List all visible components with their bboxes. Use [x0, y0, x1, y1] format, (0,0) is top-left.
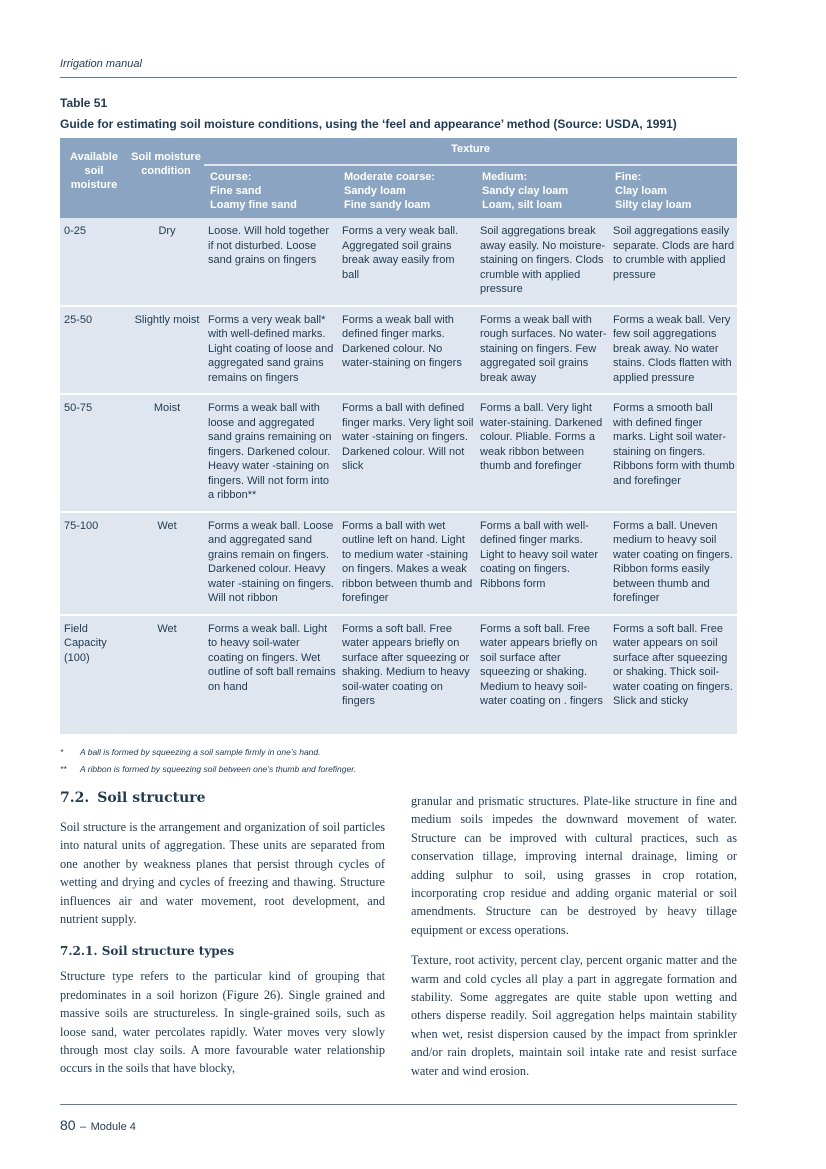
cell-moderate: Forms a ball with wet outline left on hand. Light to medium water -staining on fingers. Makes a weak ribbon between thumb and forefinger [338, 512, 476, 615]
module-label: Module 4 [90, 1121, 136, 1133]
cell-available: 0-25 [64, 225, 87, 237]
cell-available: 25-50 [60, 306, 128, 395]
cell-moderate: Forms a soft ball. Free water appears briefly on surface after squeezing or shaking. Medium to heavy soil-water coating on fingers [338, 615, 476, 717]
cell-medium: Forms a soft ball. Free water appears briefly on soil surface after squeezing or shaking. Medium to heavy soil-water coating on . fingers [476, 615, 609, 717]
footer-rule [60, 1104, 737, 1105]
cell-coarse: Forms a weak ball. Light to heavy soil-water coating on fingers. Wet outline of soft ball remains on hand [204, 615, 338, 717]
header-texture-coarse: Course: Fine sand Loamy fine sand [204, 165, 338, 218]
footnote-ribbon: ** A ribbon is formed by squeezing soil between one’s thumb and forefinger. [60, 764, 357, 774]
footer-separator: – [80, 1121, 87, 1133]
cell-condition: Wet [128, 512, 204, 615]
paragraph-structure-continued: granular and prismatic structures. Plate-like structure in fine and medium soils impedes the downward movement of water. Structure can be improved with cultural practices, such as conservation tillage, improving internal drainage, liming or adding sulphur to soil, using grasses in crop rotation, incorporating crop residue and adding organic material or soil amendments. Structure can be destroyed by heavy tillage equipment or excess operations. [411, 794, 737, 937]
cell-condition: Slightly moist [128, 306, 204, 395]
table-row [60, 306, 737, 395]
right-column [411, 792, 737, 1092]
cell-medium: Forms a ball with well-defined finger marks. Light to heavy soil water coating on fingers. Ribbons form [476, 512, 609, 615]
page-footer [60, 1117, 136, 1135]
header-texture-medium: Medium: Sandy clay loam Loam, silt loam [476, 165, 609, 218]
header-texture: Texture [204, 138, 737, 165]
left-column [60, 790, 385, 1090]
footnote-ball: * A ball is formed by squeezing a soil sample firmly in one’s hand. [60, 747, 321, 757]
cell-coarse: Forms a weak ball. Loose and aggregated sand grains remain on fingers. Darkened colour. Heavy water -staining on fingers. Will not ribbon [204, 512, 338, 615]
cell-coarse: Forms a weak ball with loose and aggregated sand grains remaining on fingers. Darkened colour. Heavy water -staining on fingers. Will not form into a ribbon** [204, 394, 338, 512]
cell-fine: Forms a smooth ball with defined finger marks. Light soil water-staining on fingers. Ribbons form with thumb and forefinger [609, 394, 737, 512]
cell-moderate: Forms a very weak ball. Aggregated soil grains break away easily from ball [342, 225, 459, 281]
cell-moderate: Forms a ball with defined finger marks. Very light soil water -staining on fingers. Darkened colour. Will not slick [338, 394, 476, 512]
header-texture-fine: Fine: Clay loam Silty clay loam [609, 165, 737, 218]
cell-condition: Dry [158, 225, 176, 237]
cell-coarse: Loose. Will hold together if not disturbed. Loose sand grains on fingers [208, 225, 330, 266]
cell-fine: Forms a ball. Uneven medium to heavy soil water coating on fingers. Ribbon forms easily between thumb and forefinger [609, 512, 737, 615]
header-available-moisture: Available soil moisture [60, 138, 128, 218]
cell-condition: Moist [128, 394, 204, 512]
cell-available: 50-75 [60, 394, 128, 512]
cell-condition: Wet [128, 615, 204, 717]
page-number: 80 [60, 1117, 76, 1133]
cell-medium: Soil aggregations break away easily. No moisture-staining on fingers. Clods crumble with applied pressure [480, 225, 606, 295]
table-row [60, 394, 737, 512]
header-rule [60, 77, 737, 78]
cell-available: Field Capacity (100) [60, 615, 128, 717]
cell-fine: Forms a weak ball. Very few soil aggregations break away. No water stains. Clods flatten with applied pressure [609, 306, 737, 395]
soil-moisture-table [60, 138, 737, 734]
paragraph-aggregation: Texture, root activity, percent clay, percent organic matter and the warm and cold cycles all play a part in aggregate formation and stability. Some aggregates are quite stable upon wetting and others disperse readily. Soil aggregation helps maintain stability when wet, resist dispersion caused by the impact from sprinkler and/or rain droplets, maintain soil intake rate and resist surface water and wind erosion. [411, 953, 737, 1078]
table-number: Table 51 [60, 96, 108, 110]
table-caption: Guide for estimating soil moisture conditions, using the ‘feel and appearance’ method (Source: USDA, 1991) [60, 117, 677, 131]
cell-moderate: Forms a weak ball with defined finger marks. Darkened colour. No water-staining on fingers [338, 306, 476, 395]
paragraph-soil-structure: Soil structure is the arrangement and organization of soil particles into natural units of aggregation. These units are separated from one another by weakness planes that persist through cycles of wetting and drying and cycles of freezing and thawing. Structure influences air and water movement, root development, and nutrient supply. [60, 820, 385, 927]
table-row [60, 218, 737, 306]
cell-medium: Forms a ball. Very light water-staining. Darkened colour. Pliable. Forms a weak ribbon between thumb and forefinger [476, 394, 609, 512]
cell-medium: Forms a weak ball with rough surfaces. No water-staining on fingers. Few aggregated soil grains break away [476, 306, 609, 395]
running-title: Irrigation manual [60, 58, 142, 70]
subsection-heading: 7.2.1. Soil structure types [60, 944, 235, 959]
table-row [60, 512, 737, 615]
section-heading: 7.2. Soil structure [60, 790, 206, 806]
cell-fine: Soil aggregations easily separate. Clods are hard to crumble with applied pressure [613, 225, 735, 281]
cell-available: 75-100 [60, 512, 128, 615]
table-footnotes [60, 744, 356, 778]
table-row [60, 615, 737, 717]
header-texture-moderate-coarse: Moderate coarse: Sandy loam Fine sandy loam [338, 165, 476, 218]
paragraph-structure-types: Structure type refers to the particular kind of grouping that predominates in a soil horizon (Figure 26). Single grained and massive soils are structureless. In single-grained soils, such as loose sand, water percolates rapidly. Water moves very slowly through most clay soils. A more favourable water relationship occurs in the soils that have blocky, [60, 969, 385, 1076]
cell-coarse: Forms a very weak ball* with well-defined marks. Light coating of loose and aggregated sand grains remains on fingers [204, 306, 338, 395]
cell-fine: Forms a soft ball. Free water appears on soil surface after squeezing or shaking. Thick soil-water coating on fingers. Slick and sticky [609, 615, 737, 717]
header-moisture-condition: Soil moisture condition [128, 138, 204, 218]
